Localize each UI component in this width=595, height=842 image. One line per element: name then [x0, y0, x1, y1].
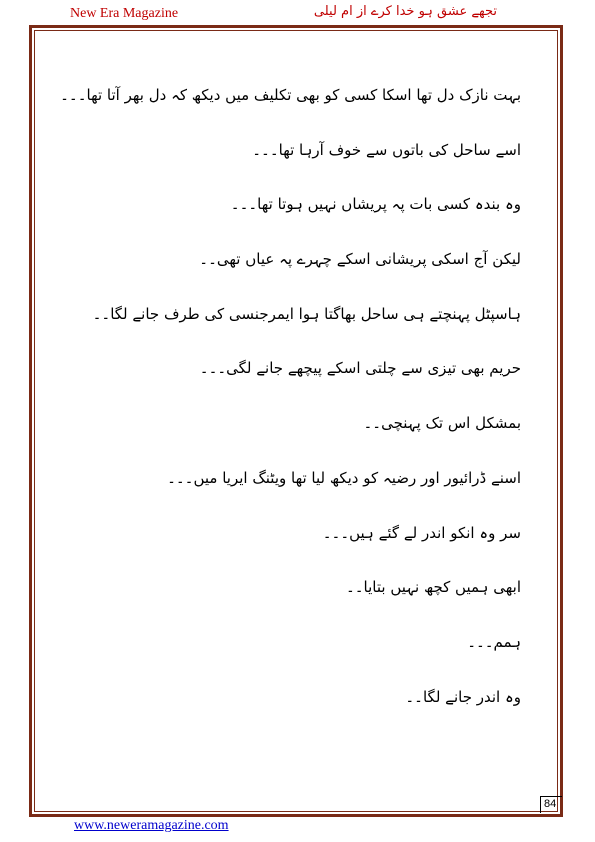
story-line: بہت نازک دل تھا اسکا کسی کو بھی تکلیف میں دیکھ کہ دل بھر آتا تھا۔۔۔	[60, 86, 521, 104]
website-link[interactable]: www.neweramagazine.com	[74, 818, 229, 833]
story-text	[60, 80, 521, 736]
story-line: ابھی ہمیں کچھ نہیں بتایا۔۔	[345, 578, 521, 597]
story-line: اسنے ڈرائیور اور رضیہ کو دیکھ لیا تھا ویٹنگ ایریا میں۔۔۔	[167, 468, 521, 487]
novel-title: تجھے عشق ہو خدا کرے از ام لیلی	[313, 4, 497, 19]
story-line: حریم بھی تیزی سے چلتی اسکے پیچھے جانے لگی۔۔۔	[199, 359, 521, 378]
story-line: اسے ساحل کی باتوں سے خوف آرہا تھا۔۔۔	[252, 140, 521, 159]
story-line: بمشکل اس تک پہنچی۔۔	[363, 414, 521, 433]
story-line: سر وہ انکو اندر لے گئے ہیں۔۔۔	[322, 523, 521, 542]
magazine-title: New Era Magazine	[70, 6, 179, 21]
page-number: 84	[544, 798, 557, 810]
story-line: ہمم۔۔۔	[467, 632, 521, 651]
story-line: لیکن آج اسکی پریشانی اسکے چہرے پہ عیاں تھی۔۔	[199, 250, 521, 269]
story-line: وہ اندر جانے لگا۔۔	[405, 687, 521, 706]
story-line: ہاسپٹل پہنچتے ہی ساحل بھاگتا ہوا ایمرجنسی کی طرف جانے لگا۔۔	[92, 304, 521, 323]
story-line: وہ بندہ کسی بات پہ پریشاں نہیں ہوتا تھا۔۔۔	[230, 195, 521, 214]
